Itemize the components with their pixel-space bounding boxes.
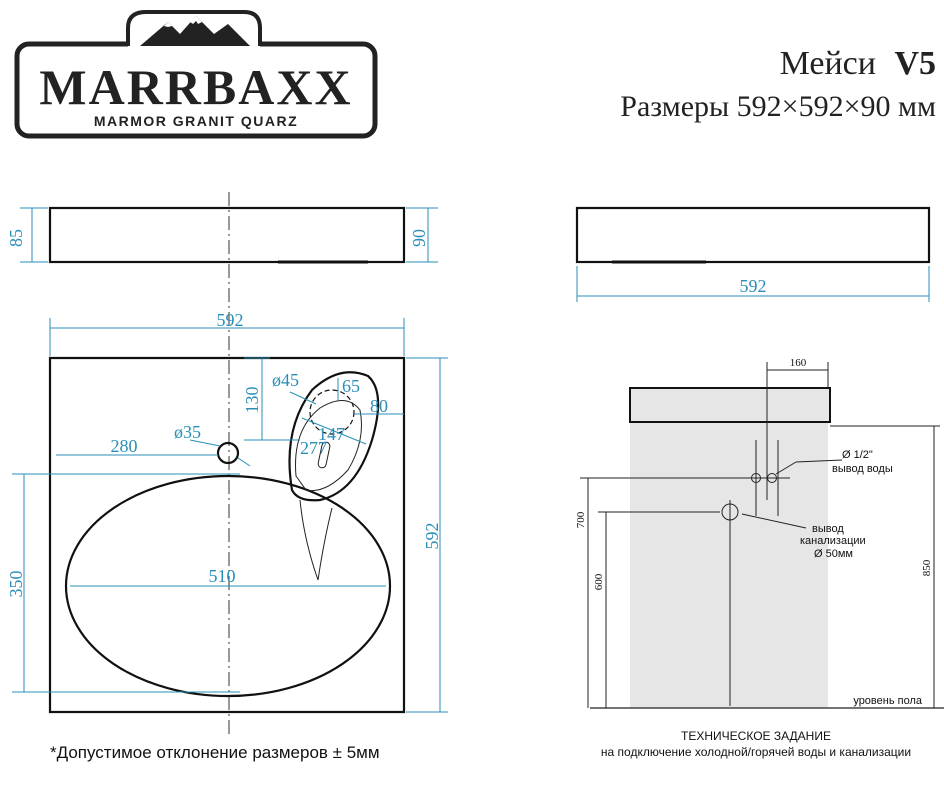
dim-600: 600 — [593, 573, 605, 591]
tech-spec — [575, 357, 944, 759]
brand-logo — [17, 8, 375, 136]
dim-drain-gap: 80 — [370, 396, 388, 416]
model-title — [780, 45, 936, 82]
drain-channel — [300, 500, 332, 580]
top-view — [6, 310, 448, 712]
floor-label: уровень пола — [853, 695, 922, 707]
drain-label-1: вывод — [812, 523, 844, 535]
install-zone — [630, 420, 828, 708]
dim-side-width: 592 — [739, 276, 767, 296]
drain-label-2: канализации — [800, 535, 866, 547]
tap-hole — [218, 443, 238, 463]
dim-top-depth: 592 — [422, 522, 442, 550]
dim-bowl-height: 350 — [6, 570, 26, 598]
dim-tap-offset: 280 — [110, 436, 138, 456]
dim-drain-diameter: ø45 — [272, 370, 299, 390]
model-name: Мейси — [779, 45, 876, 82]
tech-basin — [630, 388, 830, 422]
brand-name: MARRBAXX — [39, 59, 353, 115]
water-outlet-label: вывод воды — [832, 463, 893, 475]
tech-title: ТЕХНИЧЕСКОЕ ЗАДАНИЕ — [681, 729, 831, 743]
dim-tap-diameter: ø35 — [174, 422, 201, 442]
front-view — [6, 192, 438, 735]
side-view — [577, 208, 929, 302]
dim-bowl-width: 510 — [208, 566, 236, 586]
front-view-body — [50, 208, 404, 262]
dim-700: 700 — [575, 511, 587, 529]
dim-drain-depth: 130 — [242, 386, 262, 414]
water-outlet-size: Ø 1/2" — [842, 449, 873, 461]
dim-drain-small: 65 — [342, 376, 360, 396]
dim-height-right: 90 — [409, 229, 429, 247]
dim-top-width: 592 — [216, 310, 244, 330]
dim-height-left: 85 — [6, 229, 26, 247]
dim-850: 850 — [921, 559, 933, 577]
dim-277: 277 — [300, 438, 327, 458]
tolerance-footnote: *Допустимое отклонение размеров ± 5мм — [50, 743, 380, 762]
dim-147: 147 — [318, 424, 345, 444]
tech-subtitle: на подключение холодной/горячей воды и канализации — [600, 745, 912, 759]
size-line: Размеры 592×592×90 мм — [620, 90, 936, 123]
brand-tagline: MARMOR GRANIT QUARZ — [93, 113, 299, 129]
drain-size: Ø 50мм — [814, 548, 853, 560]
model-code: V5 — [894, 45, 936, 82]
dim-offset: 160 — [789, 357, 807, 369]
side-view-body — [577, 208, 929, 262]
